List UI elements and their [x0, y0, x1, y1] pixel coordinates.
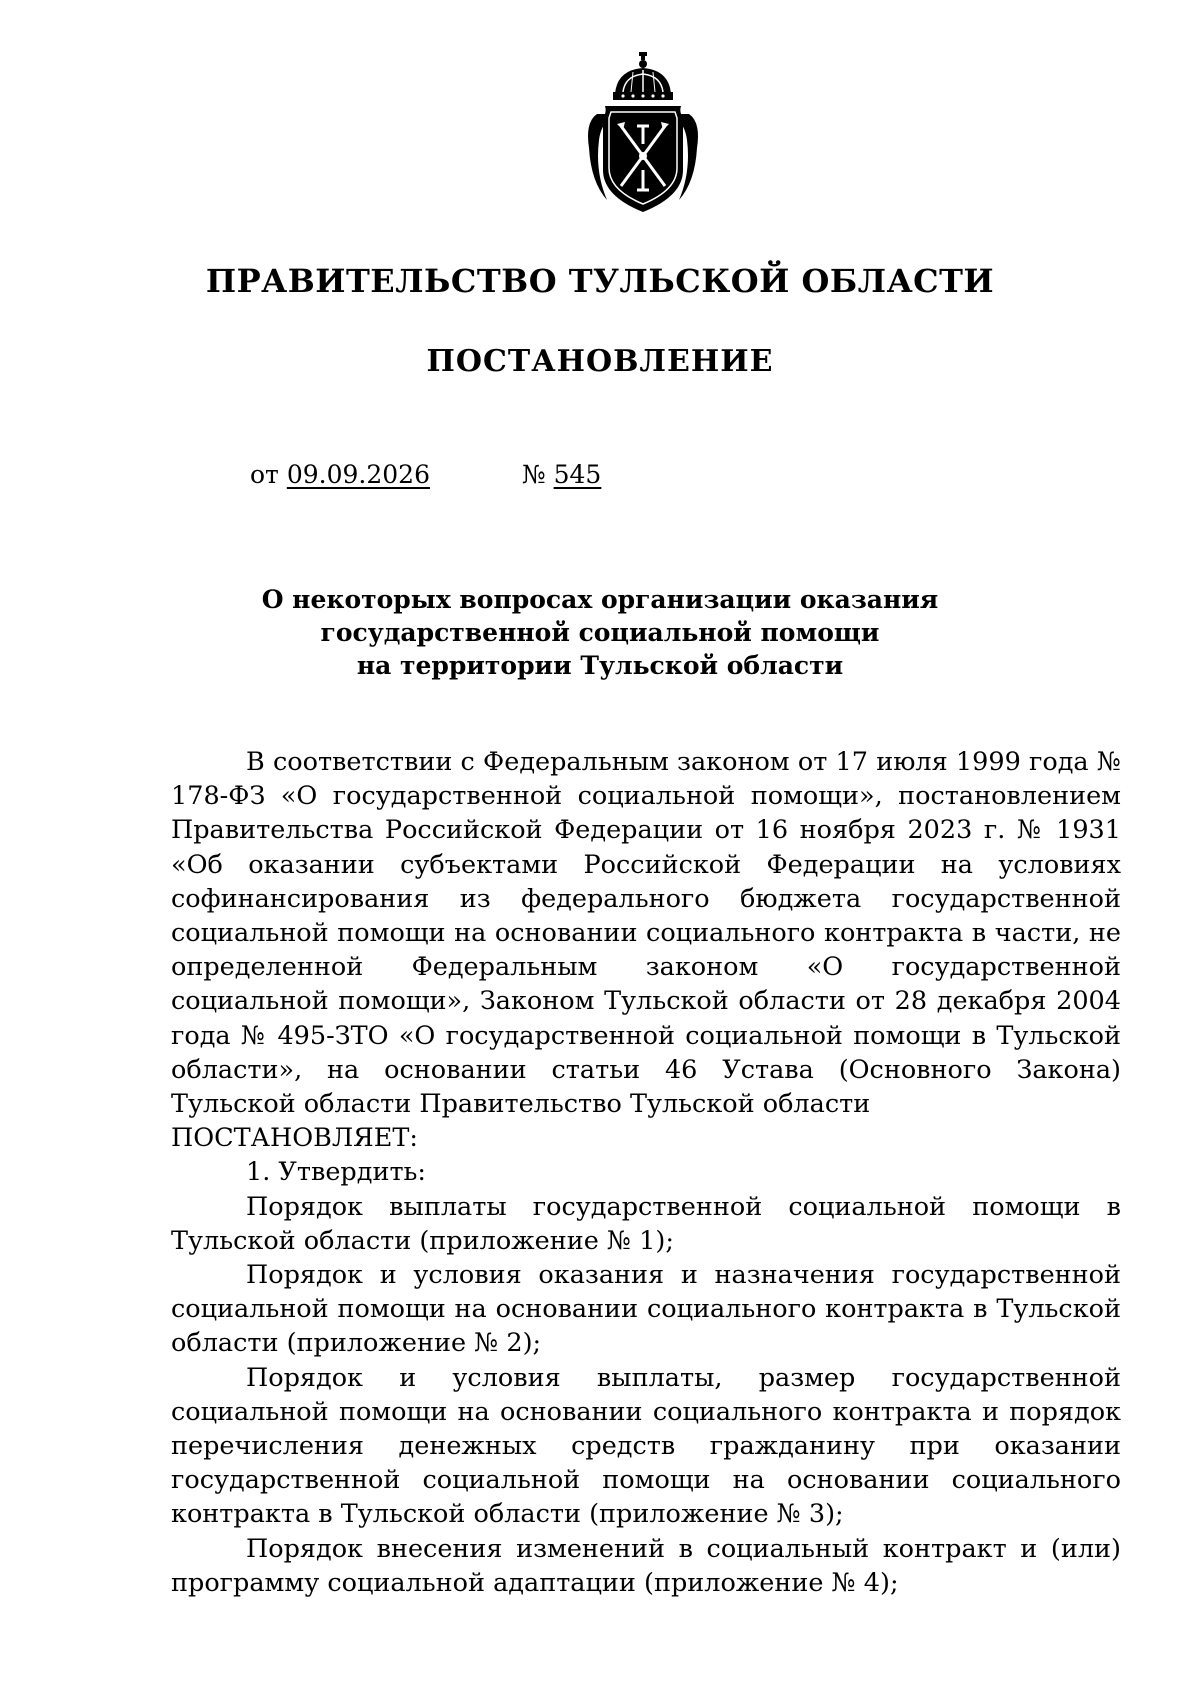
preamble-paragraph: В соответствии с Федеральным законом от 17 июля 1999 года № 178-ФЗ «О государственной социальной помощи», постановлением Правительства Российской Федерации от 16 ноября 2023 г. № 1931 «Об оказании субъектами Российской Федерации на условиях софинансирования из федерального бюджета государственной социальной помощи на основании социального контракта в части, не определенной Федеральным законом «О государственной социальной помощи», Законом Тульской области от 28 декабря 2004 года № 495-ЗТО «О государственной социальной помощи в Тульской области», на основании статьи 46 Устава (Основного Закона) Тульской области Правительство Тульской области: [171, 747, 1121, 1120]
subitem-paragraph: Порядок и условия оказания и назначения государственной социальной помощи на основании социального контракта в Тульской области (приложение № 2);: [171, 1260, 1121, 1359]
document-type: ПОСТАНОВЛЕНИЕ: [426, 344, 774, 379]
title-line: государственной социальной помощи: [320, 618, 880, 647]
crown-icon: [613, 52, 673, 100]
number-prefix: №: [522, 460, 546, 489]
document-date: [250, 460, 430, 489]
title-line: на территории Тульской области: [356, 651, 844, 680]
subitem-paragraph: Порядок внесения изменений в социальный контракт и (или) программу социальной адаптации (приложение № 4);: [171, 1533, 1121, 1598]
document-number: [522, 460, 601, 489]
title-line: О некоторых вопросах организации оказания: [261, 585, 939, 614]
number-value: 545: [553, 460, 602, 489]
subitem-paragraph: Порядок выплаты государственной социальной помощи в Тульской области (приложение № 1);: [171, 1191, 1121, 1256]
document-body: [171, 745, 1121, 1600]
date-prefix: от: [250, 460, 279, 489]
organization-name: ПРАВИТЕЛЬСТВО ТУЛЬСКОЙ ОБЛАСТИ: [205, 262, 995, 300]
document-title: [0, 583, 1200, 682]
coat-of-arms-emblem: [583, 52, 703, 216]
shield-icon: [603, 106, 683, 212]
decree-word: ПОСТАНОВЛЯЕТ:: [171, 1123, 418, 1154]
date-value: 09.09.2026: [286, 460, 430, 489]
subitem-paragraph: Порядок и условия выплаты, размер государственной социальной помощи на основании социального контракта и порядок перечисления денежных средств гражданину при оказании государственной социальной помощи на основании социального контракта в Тульской области (приложение № 3);: [171, 1362, 1121, 1530]
item-paragraph: 1. Утвердить:: [246, 1157, 427, 1188]
